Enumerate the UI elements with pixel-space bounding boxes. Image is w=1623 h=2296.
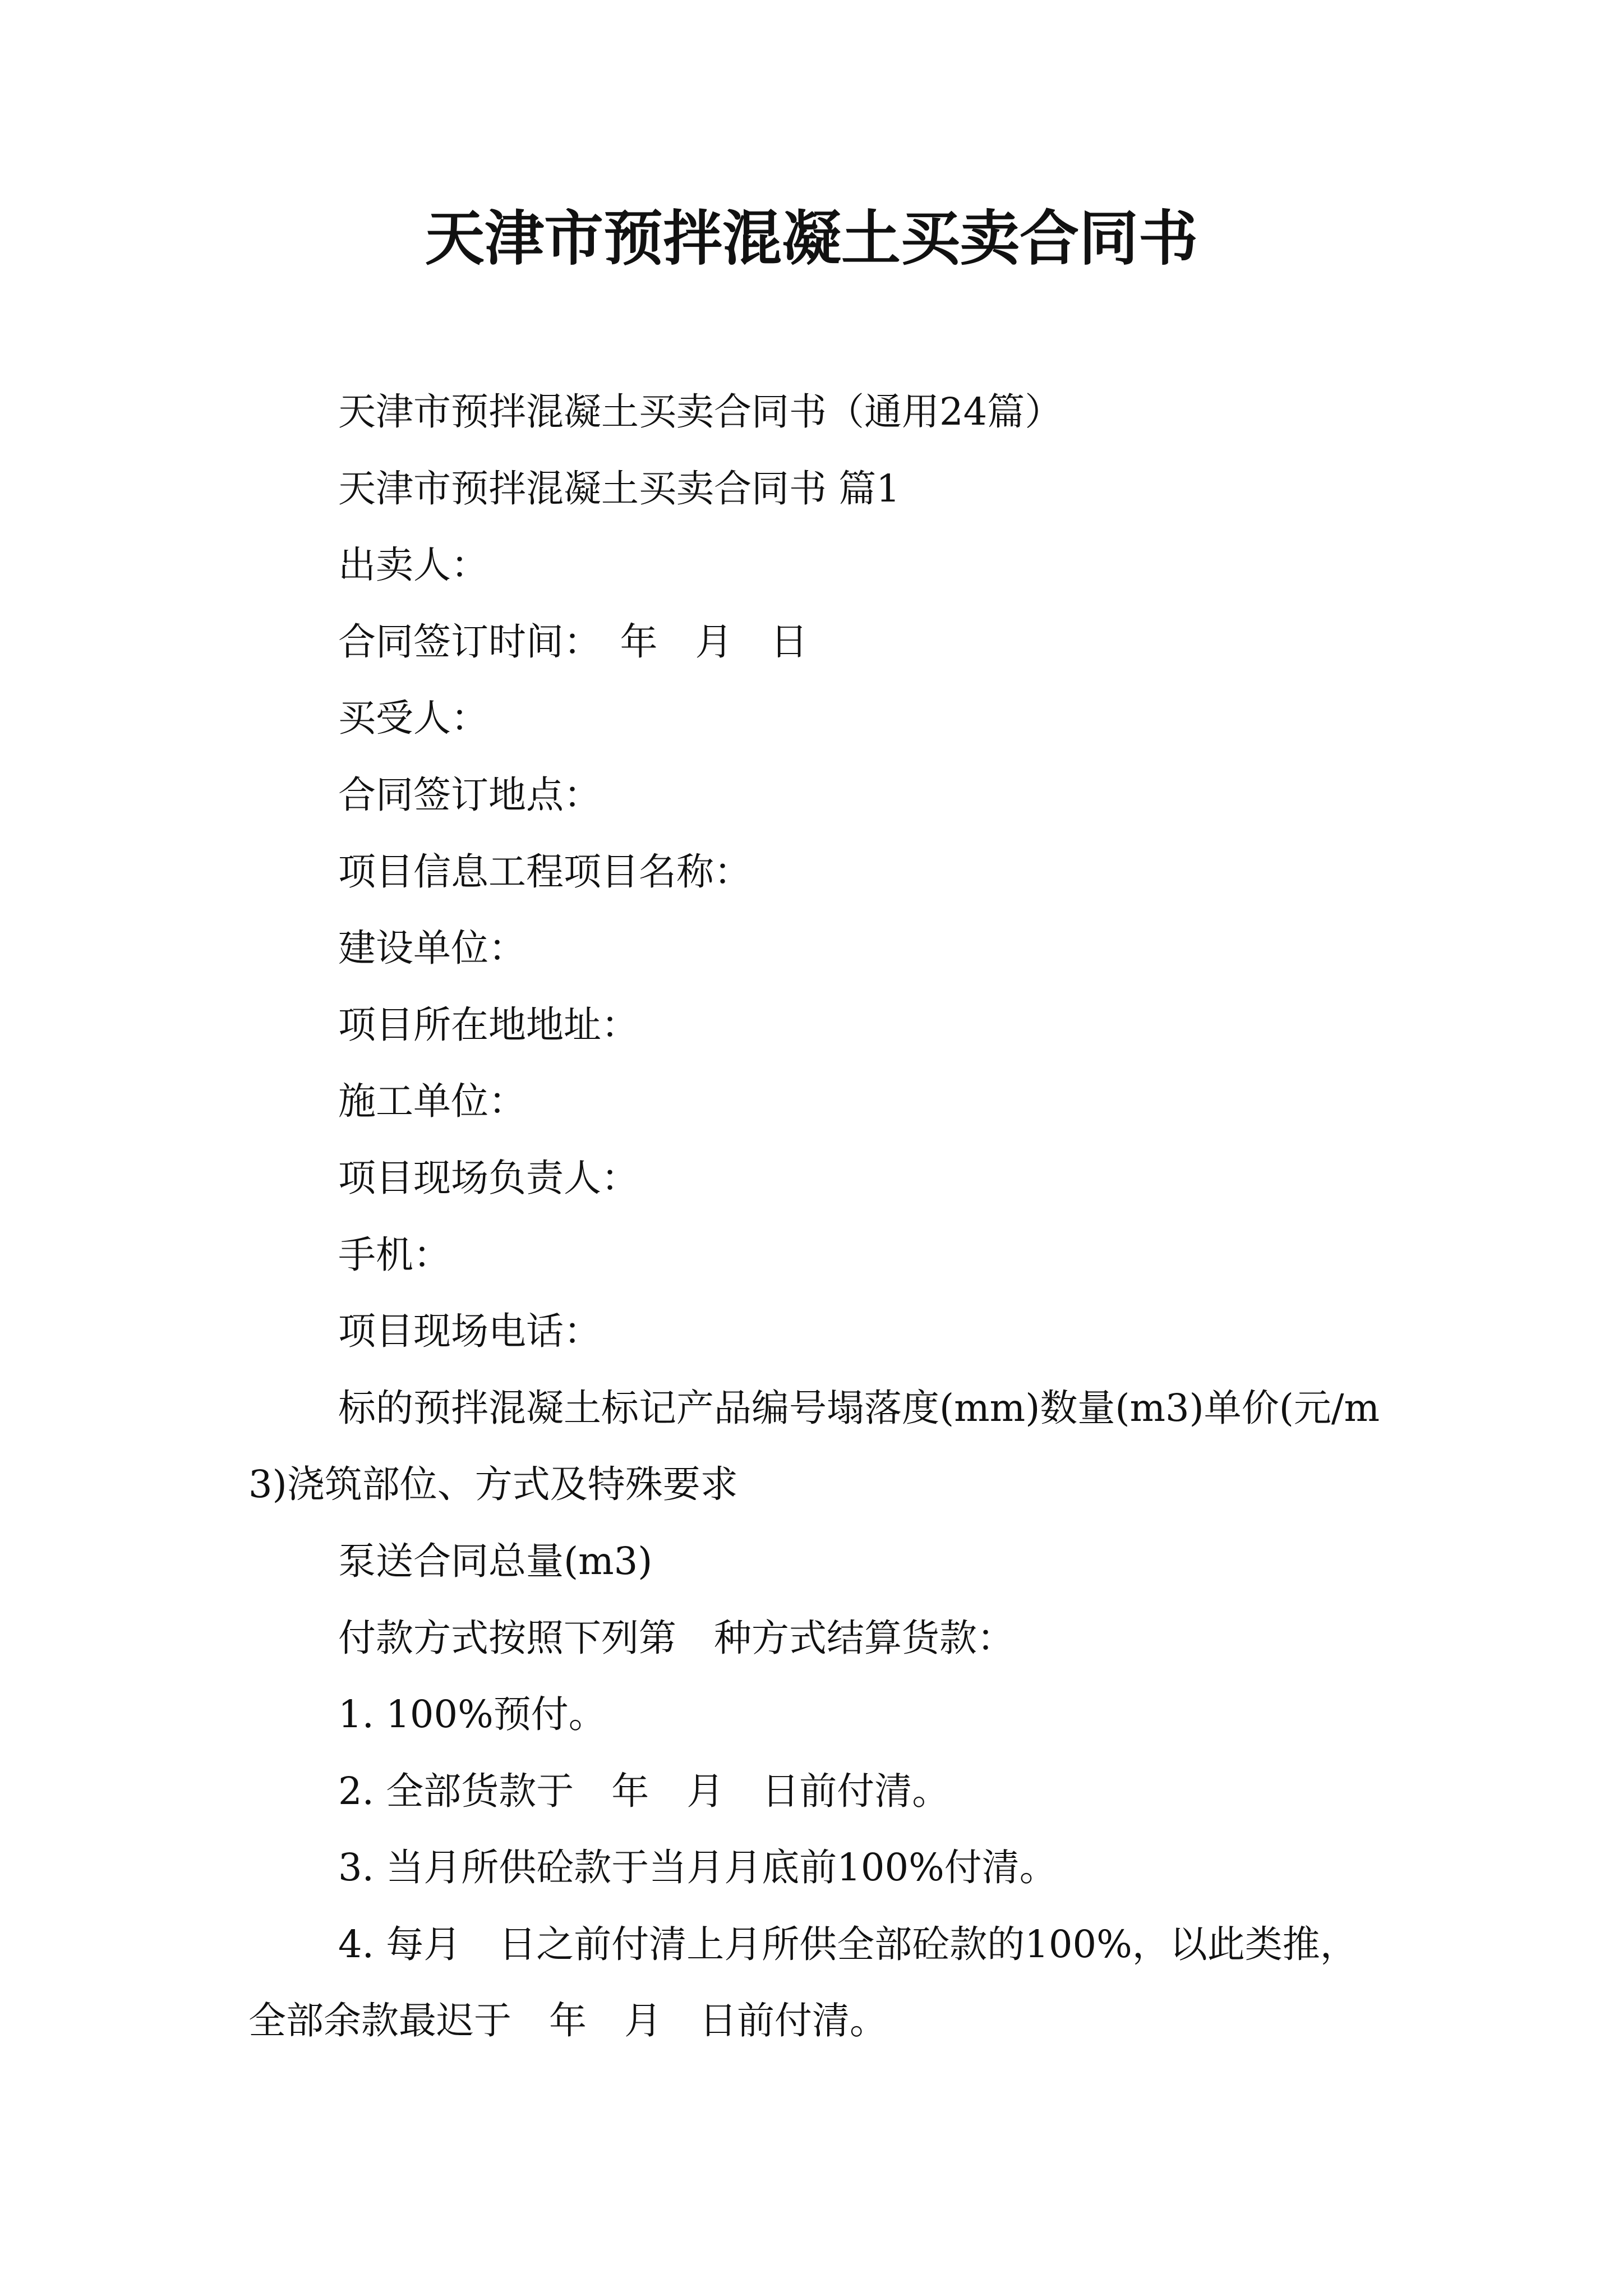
line-5: 买受人： [338,696,488,740]
line-2: 天津市预拌混凝土买卖合同书 篇1 [338,466,900,510]
line-12: 手机： [338,1232,451,1277]
line-13: 项目现场电话： [338,1309,601,1354]
line-15: 泵送合同总量(m3) [338,1539,653,1583]
document-body [248,374,1389,2059]
line-10: 施工单位： [338,1079,526,1124]
line-19: 3. 当月所供砼款于当月月底前100%付清。 [338,1846,1057,1890]
line-1: 天津市预拌混凝土买卖合同书（通用24篇） [338,390,1063,434]
line-9: 项目所在地地址： [338,1002,639,1047]
line-16: 付款方式按照下列第 种方式结算货款： [338,1616,1015,1660]
line-17: 1. 100%预付。 [338,1692,606,1737]
line-11: 项目现场负责人： [338,1156,639,1200]
line-20: 4. 每月 日之前付清上月所供全部砼款的100%，以此类推，全部余款最迟于 年 月 日前付清。 [248,1922,1358,2043]
line-14: 标的预拌混凝土标记产品编号塌落度(mm)数量(m3)单价(元/m3)浇筑部位、方式及特殊要求 [248,1386,1380,1507]
document-title: 天津市预拌混凝土买卖合同书 [425,203,1198,273]
line-18: 2. 全部货款于 年 月 日前付清。 [338,1769,950,1813]
line-3: 出卖人： [338,543,488,587]
line-6: 合同签订地点： [338,772,601,817]
line-4: 合同签订时间： 年 月 日 [338,619,808,664]
line-7: 项目信息工程项目名称： [338,849,751,894]
line-8: 建设单位： [338,926,526,970]
